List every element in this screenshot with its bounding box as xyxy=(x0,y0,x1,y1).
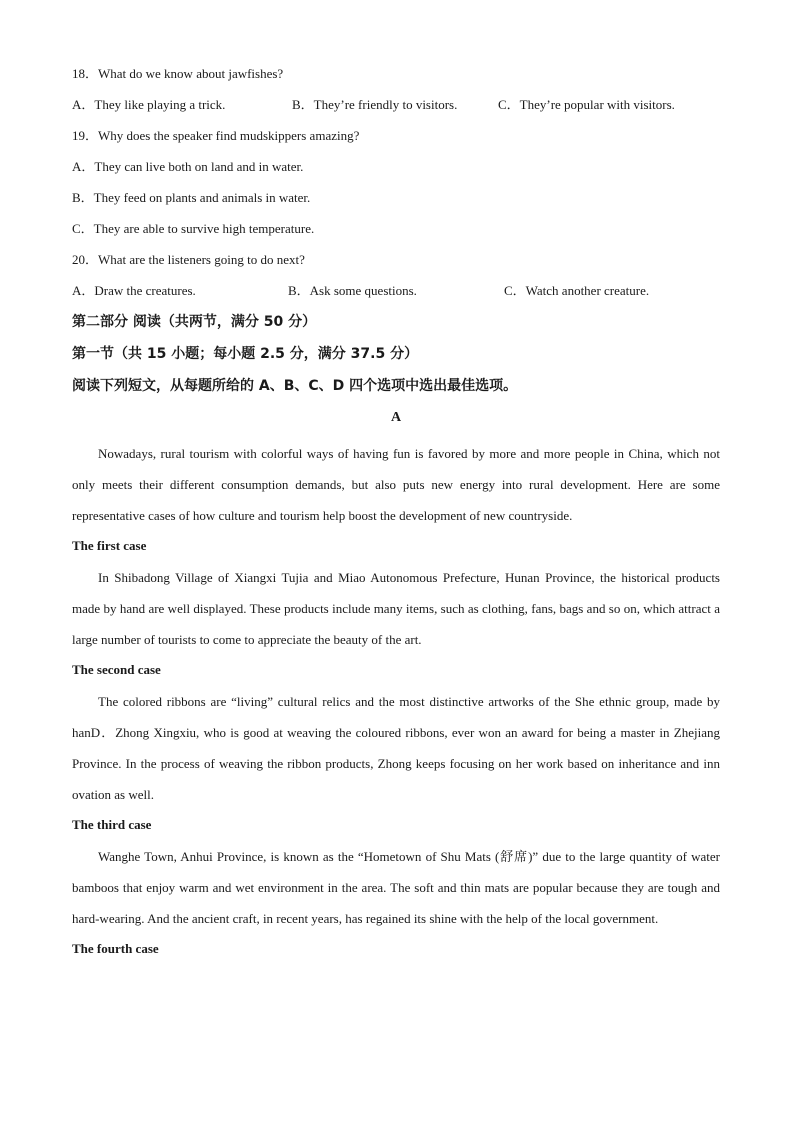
case-1-text: In Shibadong Village of Xiangxi Tujia and Miao Autonomous Prefecture, Hunan Province, the historical products made by hand are well displayed. These products include many items, such as clothing, fans, bags and so on, which attract a large number of tourists to come to appreciate the beauty of the art. xyxy=(72,570,720,647)
document-page xyxy=(72,64,720,965)
passage-intro: Nowadays, rural tourism with colorful ways of having fun is favored by more and more people in China, which not only meets their different consumption demands, but also puts new energy into rural development. Here are some representative cases of how culture and tourism help boost the development of new countryside. xyxy=(72,446,720,523)
question-18-options xyxy=(72,95,720,115)
question-19-option-a: A．They can live both on land and in water. xyxy=(72,159,304,174)
question-18-stem: 18．What do we know about jawfishes? xyxy=(72,66,284,81)
case-3-text: Wanghe Town, Anhui Province, is known as the “Hometown of Shu Mats (舒席)” due to the large quantity of water bamboos that enjoy warm and wet environment in the area. The soft and thin mats are popular because they are tough and hard-wearing. And the ancient craft, in recent years, has regained its shine with the help of the local government. xyxy=(72,849,720,926)
passage-label: A xyxy=(390,410,402,425)
question-19-option-c: C．They are able to survive high temperature. xyxy=(72,221,315,236)
question-20-option-b: B．Ask some questions. xyxy=(288,283,417,298)
case-2-title: The second case xyxy=(72,662,161,677)
section-instruction: 阅读下列短文，从每题所给的 A、B、C、D 四个选项中选出最佳选项。 xyxy=(72,378,518,394)
question-19-option-b: B．They feed on plants and animals in water. xyxy=(72,190,311,205)
case-4-title: The fourth case xyxy=(72,941,159,956)
question-19-stem: 19．Why does the speaker find mudskippers amazing? xyxy=(72,128,360,143)
question-18-option-c: C．They’re popular with visitors. xyxy=(498,97,675,112)
case-1-title: The first case xyxy=(72,538,147,553)
case-2-text: The colored ribbons are “living” cultural relics and the most distinctive artworks of the She ethnic group, made by hanD．Zhong Xingxiu, who is good at weaving the coloured ribbons, ever won an award for being a master in Zhejiang Province. In the process of weaving the ribbon products, Zhong keeps focusing on her work based on inheritance and inn ovation as well. xyxy=(72,694,720,802)
section-part-heading: 第二部分 阅读（共两节，满分 50 分） xyxy=(72,314,317,330)
question-20-option-c: C．Watch another creature. xyxy=(504,283,650,298)
section-subsection-heading: 第一节（共 15 小题；每小题 2.5 分，满分 37.5 分） xyxy=(72,346,419,362)
question-20-stem: 20．What are the listeners going to do next? xyxy=(72,252,305,267)
question-20-option-a: A．Draw the creatures. xyxy=(72,283,196,298)
question-18-option-b: B．They’re friendly to visitors. xyxy=(292,97,458,112)
question-20-options xyxy=(72,281,720,301)
case-3-title: The third case xyxy=(72,817,152,832)
question-18-option-a: A．They like playing a trick. xyxy=(72,97,226,112)
